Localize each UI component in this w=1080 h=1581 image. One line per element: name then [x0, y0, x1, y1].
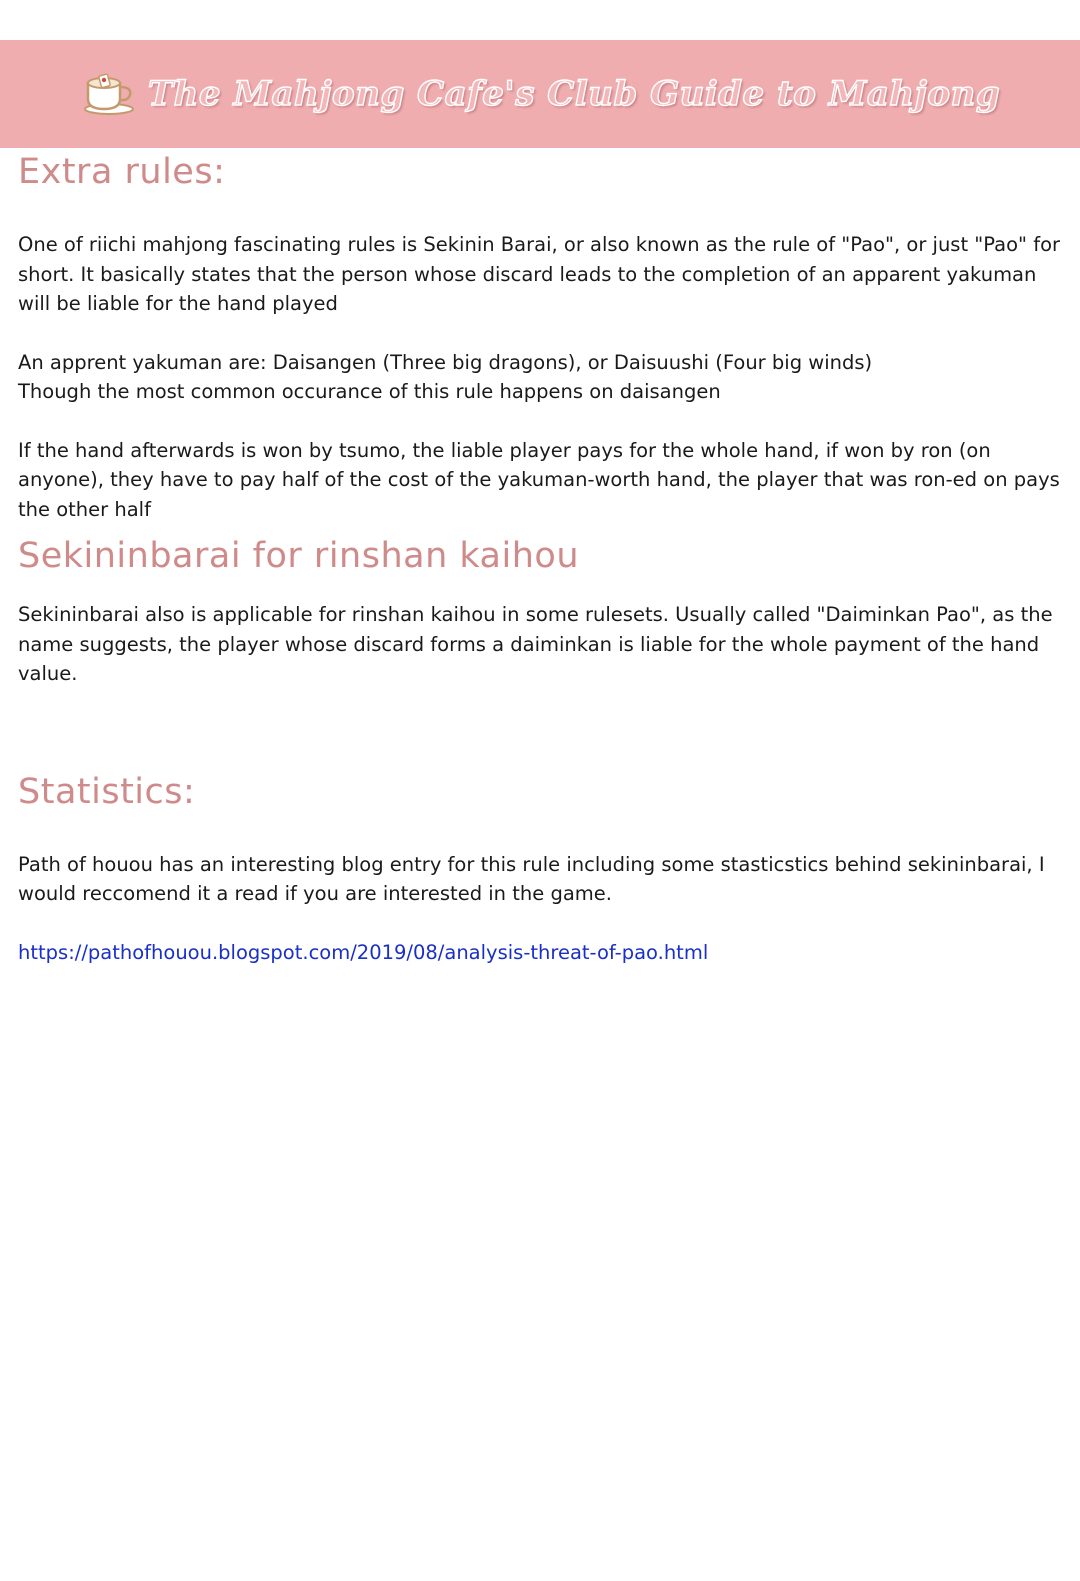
apparent-yakuman-line-1: An apprent yakuman are: Daisangen (Three big dragons), or Daisuushi (Four big winds)	[18, 350, 873, 374]
header-inner	[80, 71, 1000, 117]
link-row	[18, 938, 1062, 968]
coffee-cup-icon	[80, 71, 138, 117]
page-title: The Mahjong Cafe's Club Guide to Mahjong	[147, 74, 1001, 114]
heading-extra-rules: Extra rules:	[18, 152, 226, 192]
paragraph-statistics: Path of houou has an interesting blog entry for this rule including some stasticstics behind sekininbarai, I would reccomend it a read if you are interested in the game.	[18, 852, 1045, 905]
paragraph-pao-rule: One of riichi mahjong fascinating rules is Sekinin Barai, or also known as the rule of "Pao", or just "Pao" for short. It basically states that the person whose discard leads to the completion of an apparent yakuman will be liable for the hand played	[18, 233, 1061, 315]
heading-statistics: Statistics:	[18, 771, 196, 812]
blog-link[interactable]: https://pathofhouou.blogspot.com/2019/08/analysis-threat-of-pao.html	[18, 940, 709, 964]
paragraph-daiminkan-pao: Sekininbarai also is applicable for rinshan kaihou in some rulesets. Usually called "Daiminkan Pao", as the name suggests, the player whose discard forms a daiminkan is liable for the whole payment of the hand value.	[18, 603, 1053, 685]
main-content	[18, 148, 1062, 967]
paragraph-apparent-yakuman	[18, 348, 1062, 407]
paragraph-tsumo-ron: If the hand afterwards is won by tsumo, the liable player pays for the whole hand, if won by ron (on anyone), they have to pay half of the cost of the yakuman-worth hand, the player that was ron-ed on pays the other half	[18, 438, 1060, 521]
header-banner	[0, 40, 1080, 148]
apparent-yakuman-line-2: Though the most common occurance of this rule happens on daisangen	[18, 380, 721, 403]
heading-rinshan-kaihou: Sekininbarai for rinshan kaihou	[18, 536, 580, 576]
